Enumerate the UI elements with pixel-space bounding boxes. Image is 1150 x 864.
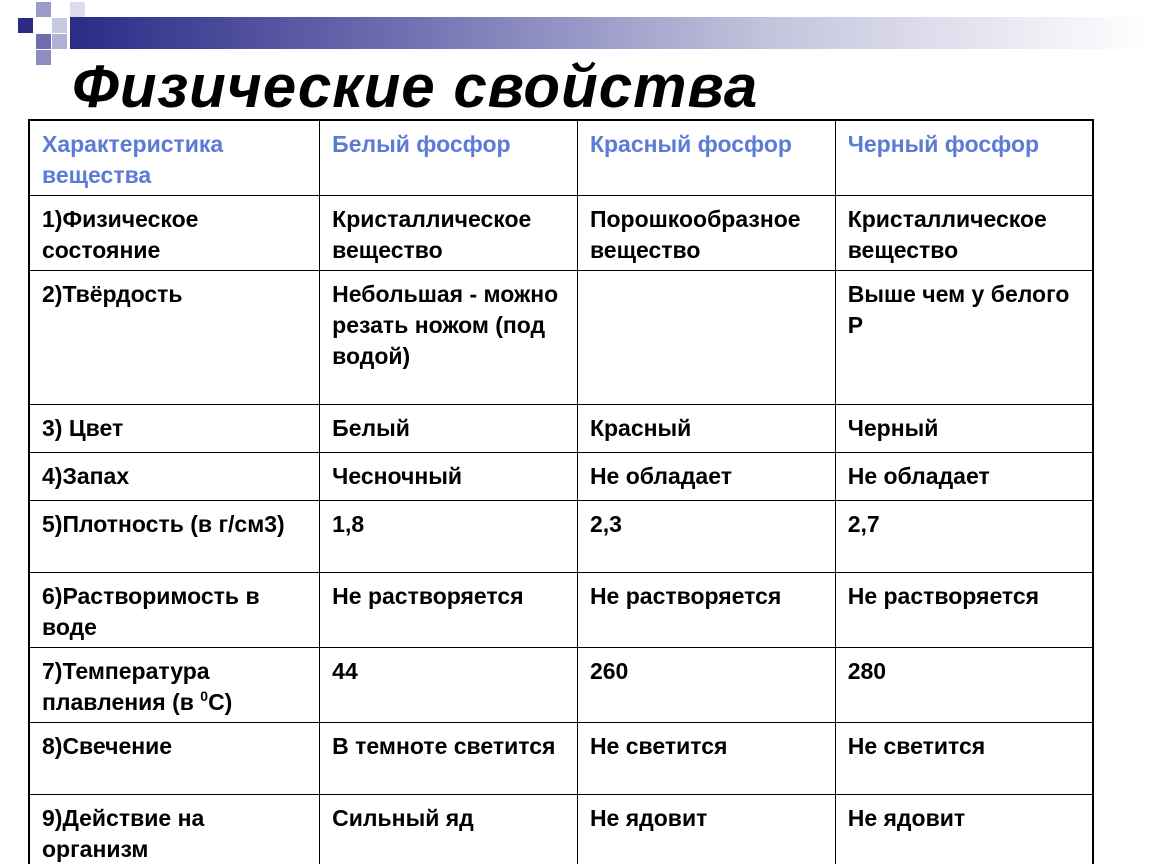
cell-black: Кристаллическое вещество [835, 196, 1093, 271]
header-red-phosphorus: Красный фосфор [577, 120, 835, 196]
header-property: Характеристика вещества [29, 120, 320, 196]
cell-black: Не ядовит [835, 795, 1093, 864]
table-header-row [29, 120, 1093, 196]
table-row [29, 453, 1093, 501]
table-row [29, 196, 1093, 271]
cell-white: Не растворяется [320, 573, 578, 648]
decorative-top-bar [70, 17, 1150, 49]
decorative-square [36, 50, 51, 65]
table-row [29, 405, 1093, 453]
decorative-square [52, 18, 67, 33]
table-row [29, 723, 1093, 795]
cell-black: Не растворяется [835, 573, 1093, 648]
decorative-square [70, 2, 85, 17]
cell-black: 280 [835, 648, 1093, 723]
cell-property: 9)Действие на организм [29, 795, 320, 864]
cell-white: Небольшая - можно резать ножом (под водой) [320, 271, 578, 405]
degree-superscript: 0 [200, 688, 209, 704]
cell-red: 2,3 [577, 501, 835, 573]
cell-property: 5)Плотность (в г/см3) [29, 501, 320, 573]
cell-property: 1)Физическое состояние [29, 196, 320, 271]
cell-red: Не растворяется [577, 573, 835, 648]
cell-red: Порошкообразное вещество [577, 196, 835, 271]
cell-red: 260 [577, 648, 835, 723]
cell-property: 6)Растворимость в воде [29, 573, 320, 648]
properties-table [28, 119, 1094, 864]
cell-red: Красный [577, 405, 835, 453]
table-row [29, 648, 1093, 723]
cell-white: Кристаллическое вещество [320, 196, 578, 271]
property-text: 7)Температура плавления (в [42, 658, 210, 715]
cell-property: 3) Цвет [29, 405, 320, 453]
decorative-square [18, 18, 33, 33]
decorative-square [52, 34, 67, 49]
cell-property: 8)Свечение [29, 723, 320, 795]
header-black-phosphorus: Черный фосфор [835, 120, 1093, 196]
cell-red: Не обладает [577, 453, 835, 501]
property-unit: С) [208, 689, 233, 715]
table-row [29, 573, 1093, 648]
cell-red [577, 271, 835, 405]
cell-black: Не обладает [835, 453, 1093, 501]
header-white-phosphorus: Белый фосфор [320, 120, 578, 196]
page-title: Физические свойства [72, 53, 759, 120]
cell-white: 44 [320, 648, 578, 723]
cell-black: Выше чем у белого Р [835, 271, 1093, 405]
cell-black: Черный [835, 405, 1093, 453]
cell-white: В темноте светится [320, 723, 578, 795]
cell-property [29, 648, 320, 723]
cell-property: 4)Запах [29, 453, 320, 501]
cell-white: 1,8 [320, 501, 578, 573]
cell-red: Не ядовит [577, 795, 835, 864]
decorative-square [36, 2, 51, 17]
table-row [29, 501, 1093, 573]
cell-white: Белый [320, 405, 578, 453]
cell-red: Не светится [577, 723, 835, 795]
cell-white: Сильный яд [320, 795, 578, 864]
cell-black: Не светится [835, 723, 1093, 795]
cell-black: 2,7 [835, 501, 1093, 573]
decorative-square [36, 34, 51, 49]
cell-white: Чесночный [320, 453, 578, 501]
cell-property: 2)Твёрдость [29, 271, 320, 405]
table-row [29, 795, 1093, 864]
table-row [29, 271, 1093, 405]
